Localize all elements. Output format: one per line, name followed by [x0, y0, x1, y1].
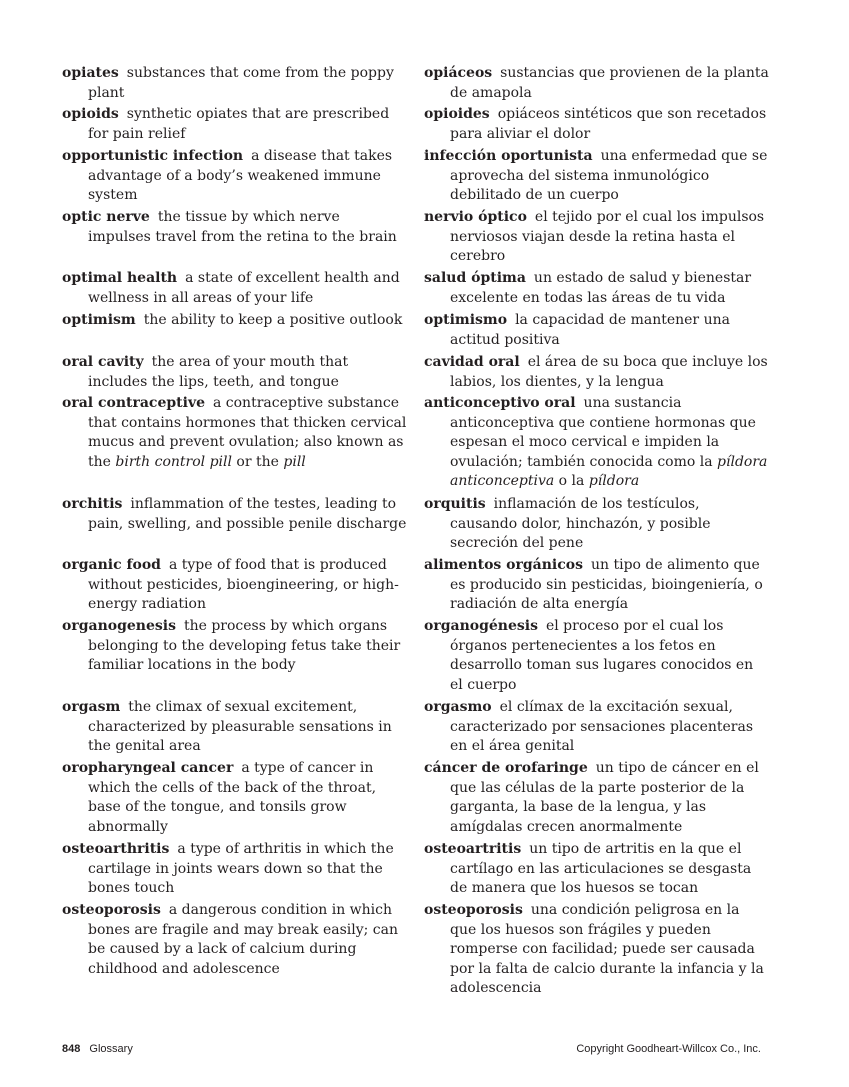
- definition-text: un estado de salud y bienestar excelente en todas las áreas de tu vida: [450, 270, 752, 306]
- glossary-term: osteoporosis: [424, 902, 523, 918]
- section-title: Glossary: [89, 1043, 133, 1055]
- definition-text: la capacidad de mantener una actitud positiva: [450, 312, 730, 348]
- definition-text: inflamación de los testículos, causando dolor, hinchazón, y posible secreción del pene: [450, 496, 711, 552]
- glossary-term: infección oportunista: [424, 148, 593, 164]
- definition-italic-text: píldora: [588, 473, 640, 490]
- definition-text: una condición peligrosa en la que los huesos son frágiles y pueden romperse con facilidad; puede ser causada por la falta de calcio durante la infancia y la adolescencia: [450, 902, 764, 997]
- glossary-term: opiates: [62, 65, 119, 81]
- definition-text: the tissue by which nerve impulses travel from the retina to the brain: [88, 209, 397, 245]
- definition-text: a state of excellent health and wellness in all areas of your life: [88, 270, 400, 306]
- definition-italic-text: birth control pill: [115, 453, 232, 470]
- glossary-term: oropharyngeal cancer: [62, 760, 234, 776]
- glossary-entry-en: [62, 311, 407, 331]
- definition-text: el área de su boca que incluye los labios, los dientes, y la lengua: [450, 354, 768, 390]
- glossary-entry-es: [424, 105, 769, 144]
- definition-text: the process by which organs belonging to the developing fetus take their familiar locations in the body: [88, 618, 401, 674]
- definition-text: sustancias que provienen de la planta de amapola: [450, 65, 769, 101]
- definition-text: un tipo de artritis en la que el cartílago en las articulaciones se desgasta de manera que los huesos se tocan: [450, 841, 752, 897]
- glossary-entry-es: [424, 311, 769, 350]
- definition-text: substances that come from the poppy plant: [88, 65, 394, 101]
- definition-text: the ability to keep a positive outlook: [143, 312, 403, 328]
- glossary-term: orgasmo: [424, 699, 492, 715]
- glossary-entry-es: [424, 698, 769, 757]
- definition-italic-text: píldora anticonceptiva: [450, 453, 768, 490]
- definition-text: a type of arthritis in which the cartilage in joints wears down so that the bones touch: [88, 841, 394, 897]
- glossary-entry-en: [62, 353, 407, 392]
- definition-text: una enfermedad que se aprovecha del sistema inmunológico debilitado de un cuerpo: [450, 148, 768, 204]
- definition-text: el proceso por el cual los órganos pertenecientes a los fetos en desarrollo toman sus lugares conocidos en el cuerpo: [450, 618, 754, 693]
- glossary-term: opioides: [424, 106, 490, 122]
- glossary-entry-en: [62, 901, 407, 979]
- glossary-term: optimism: [62, 312, 136, 328]
- glossary-entry-es: [424, 64, 769, 103]
- glossary-term: cáncer de orofaringe: [424, 760, 588, 776]
- definition-text: a disease that takes advantage of a body’s weakened immune system: [88, 148, 393, 204]
- glossary-definition: [88, 496, 406, 532]
- glossary-entry-es: [424, 269, 769, 308]
- glossary-term: alimentos orgánicos: [424, 557, 583, 573]
- definition-text: el tejido por el cual los impulsos nerviosos viajan desde la retina hasta el cerebro: [450, 209, 765, 265]
- glossary-term: organogenesis: [62, 618, 176, 634]
- glossary-term: oral contraceptive: [62, 395, 205, 411]
- definition-text: or the: [231, 453, 284, 470]
- glossary-term: opportunistic infection: [62, 148, 244, 164]
- glossary-term: orquitis: [424, 496, 486, 512]
- glossary-entry-en: [62, 394, 407, 472]
- definition-text: opiáceos sintéticos que son recetados para aliviar el dolor: [450, 106, 767, 142]
- glossary-entry-es: [424, 394, 769, 492]
- glossary-term: orchitis: [62, 496, 123, 512]
- glossary-entry-es: [424, 617, 769, 695]
- glossary-term: oral cavity: [62, 354, 144, 370]
- definition-text: el clímax de la excitación sexual, caracterizado por sensaciones placenteras en el área genital: [450, 699, 754, 755]
- definition-text: a type of food that is produced without pesticides, bioengineering, or high-energy radiation: [88, 557, 399, 613]
- definition-text: the climax of sexual excitement, characterized by pleasurable sensations in the genital area: [88, 699, 392, 755]
- definition-text: un tipo de cáncer en el que las células de la parte posterior de la garganta, la base de la lengua, y las amígdalas crecen anormalmente: [450, 760, 759, 835]
- definition-text: un tipo de alimento que es producido sin pesticidas, bioingeniería, o radiación de alta energía: [450, 557, 763, 613]
- glossary-entry-en: [62, 759, 407, 837]
- glossary-entry-es: [424, 556, 769, 615]
- glossary-term: osteoporosis: [62, 902, 161, 918]
- definition-text: una sustancia anticonceptiva que contiene hormonas que espesan el moco cervical e impiden la ovulación; también conocida como la: [450, 395, 756, 470]
- definition-italic-text: pill: [283, 453, 306, 470]
- glossary-entry-en: [62, 208, 407, 247]
- glossary-entry-es: [424, 759, 769, 837]
- definition-text: synthetic opiates that are prescribed for pain relief: [88, 106, 390, 142]
- glossary-term: opiáceos: [424, 65, 493, 81]
- definition-text: a contraceptive substance that contains hormones that thicken cervical mucus and prevent ovulation; also known as the: [88, 395, 407, 470]
- definition-text: a type of cancer in which the cells of the back of the throat, base of the tongue, and tonsils grow abnormally: [88, 760, 377, 835]
- glossary-entry-en: [62, 840, 407, 899]
- glossary-entry-en: [62, 698, 407, 757]
- glossary-definition: [88, 106, 389, 142]
- page-footer-left: [62, 1042, 133, 1056]
- glossary-entry-en: [62, 147, 407, 206]
- glossary-entry-es: [424, 353, 769, 392]
- glossary-term: osteoarthritis: [62, 841, 170, 857]
- glossary-definition: [88, 65, 394, 101]
- glossary-definition: [144, 312, 403, 328]
- glossary-entry-es: [424, 147, 769, 206]
- definition-text: the area of your mouth that includes the lips, teeth, and tongue: [88, 354, 349, 390]
- glossary-term: osteoartritis: [424, 841, 522, 857]
- glossary-entry-en: [62, 556, 407, 615]
- glossary-term: anticonceptivo oral: [424, 395, 576, 411]
- glossary-term: organogénesis: [424, 618, 538, 634]
- glossary-term: optimal health: [62, 270, 178, 286]
- definition-text: o la: [554, 473, 589, 490]
- glossary-entry-en: [62, 617, 407, 676]
- glossary-term: optimismo: [424, 312, 508, 328]
- glossary-term: nervio óptico: [424, 209, 527, 225]
- glossary-term: organic food: [62, 557, 161, 573]
- glossary-entry-es: [424, 901, 769, 999]
- glossary-entry-es: [424, 495, 769, 554]
- glossary-term: orgasm: [62, 699, 121, 715]
- glossary-term: salud óptima: [424, 270, 526, 286]
- glossary-entry-en: [62, 495, 407, 534]
- glossary-entry-es: [424, 208, 769, 267]
- glossary-term: optic nerve: [62, 209, 150, 225]
- glossary-term: cavidad oral: [424, 354, 520, 370]
- definition-text: inflammation of the testes, leading to pain, swelling, and possible penile discharge: [88, 496, 407, 532]
- copyright-notice: Copyright Goodheart-Willcox Co., Inc.: [576, 1043, 761, 1055]
- glossary-definition: [88, 699, 392, 754]
- glossary-entry-en: [62, 64, 407, 103]
- definition-text: a dangerous condition in which bones are fragile and may break easily; can be caused by a lack of calcium during childhood and adolescence: [88, 902, 399, 977]
- glossary-entry-es: [424, 840, 769, 899]
- glossary-entry-en: [62, 269, 407, 308]
- glossary-entry-en: [62, 105, 407, 144]
- glossary-term: opioids: [62, 106, 119, 122]
- page-number: 848: [62, 1043, 81, 1055]
